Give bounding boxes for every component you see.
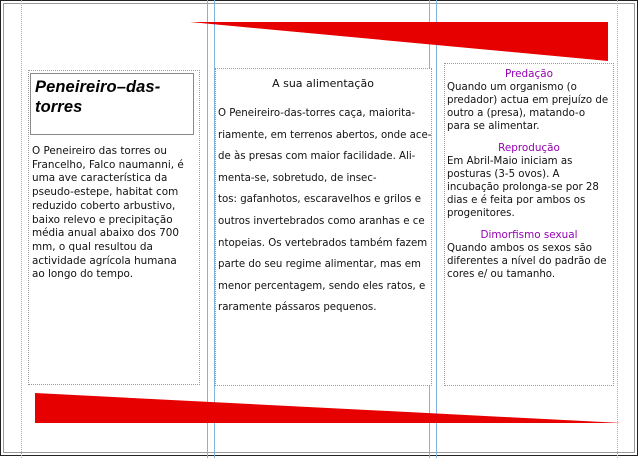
section-title-feeding: A sua alimentação	[272, 77, 374, 90]
paragraph-line: menta-se, sobretudo, de insec-	[218, 172, 377, 184]
paragraph-line: menor percentagem, sendo eles ratos, e	[218, 280, 426, 292]
paragraph-line: raramente pássaros pequenos.	[218, 302, 377, 314]
section-text-predation: Quando um organismo (o predador) actua em prejuízo de outro a (presa), matando-o para se alimentar.	[447, 82, 609, 132]
section-heading-dimorphism: Dimorfismo sexual	[480, 229, 578, 241]
section-heading-predation: Predação	[505, 68, 553, 80]
section-text-reproduction: Em Abril-Maio iniciam as posturas (3-5 ovos). A incubação prolonga-se por 28 dias e é feita por ambos os progenitores.	[447, 156, 599, 219]
paragraph-line: O Peneireiro-das-torres caça, maiorita-	[218, 108, 416, 119]
title-box[interactable]	[30, 73, 194, 135]
paragraph-line: outros invertebrados como aranhas e ce	[218, 215, 425, 227]
paragraph-line: ntopeias. Os vertebrados também fazem	[218, 237, 428, 249]
top-red-wedge	[190, 22, 608, 61]
paragraph-line: tos: gafanhotos, escaravelhos e grilos e	[218, 194, 421, 206]
section-heading-reproduction: Reprodução	[498, 142, 560, 154]
page-title: Peneireiro–das-torres	[35, 78, 161, 116]
paragraph-line: riamente, em terrenos abertos, onde ace-	[218, 129, 432, 141]
right-column	[447, 68, 611, 281]
paragraph-line: de às presas com maior facilidade. Ali-	[218, 151, 416, 163]
section-text-dimorphism: Quando ambos os sexos são diferentes a nível do padrão de cores e/ ou tamanho.	[447, 243, 607, 280]
feeding-paragraph	[218, 103, 432, 319]
bottom-red-wedge	[35, 393, 622, 423]
paragraph-line: parte do seu regime alimentar, mas em	[218, 259, 421, 271]
intro-paragraph: O Peneireiro das torres ou Francelho, Falco naumanni, é uma ave característica da pseudo-estepe, habitat com reduzido coberto arbustivo, baixo relevo e precipitação média anual abaixo dos 700 mm, o qual resultou da actividade agrícola humana ao longo do tempo.	[32, 145, 184, 281]
